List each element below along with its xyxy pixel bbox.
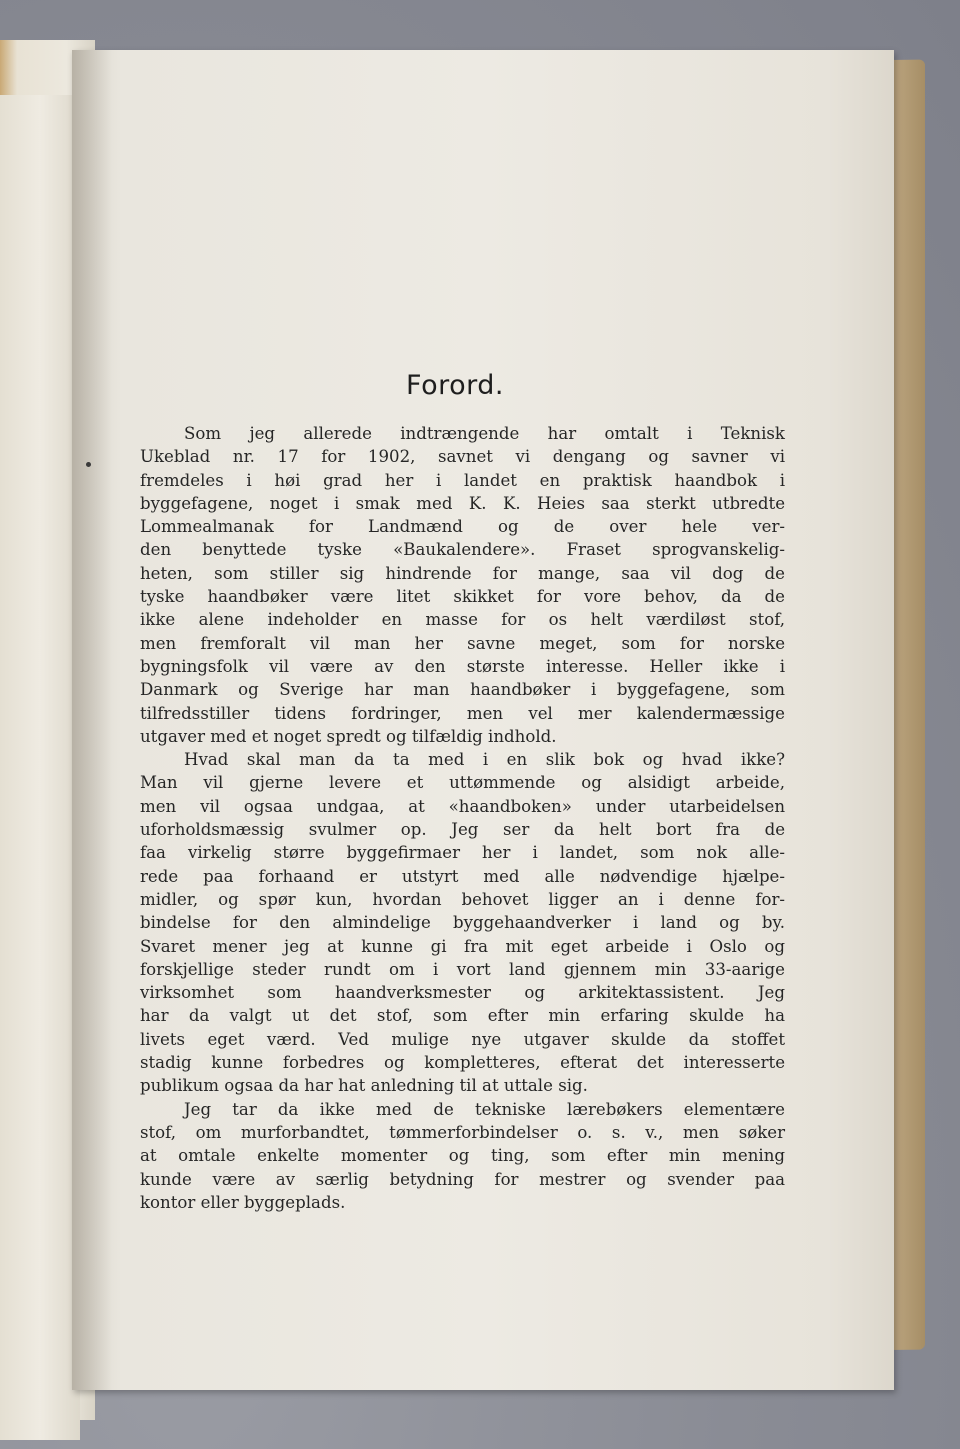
text-line: Hvad skal man da ta med i en slik bok og hvad ikke?: [184, 750, 785, 770]
text-line: tyske haandbøker være litet skikket for vore behov, da de: [140, 587, 785, 607]
text-line: faa virkelig større byggefirmaer her i landet, som nok alle-: [140, 843, 786, 863]
text-line: Ukeblad nr. 17 for 1902, savnet vi dengang og savner vi: [140, 447, 786, 467]
text-line: ikke alene indeholder en masse for os helt værdiløst stof,: [140, 610, 786, 630]
body-text: [140, 422, 785, 1214]
paragraph-2: [140, 748, 785, 1097]
text-line: stadig kunne forbedres og kompletteres, efterat det interesserte: [140, 1053, 786, 1073]
text-line: men vil ogsaa undgaa, at «haandboken» under utarbeidelsen: [140, 796, 786, 816]
text-line: bygningsfolk vil være av den største interesse. Heller ikke i: [140, 656, 786, 676]
text-line: Svaret mener jeg at kunne gi fra mit eget arbeide i Oslo og: [140, 936, 785, 956]
text-line: publikum ogsaa da har hat anledning til at uttale sig.: [140, 1076, 588, 1096]
margin-mark: [86, 462, 91, 467]
gutter-shadow: [72, 50, 112, 1390]
text-line: Danmark og Sverige har man haandbøker i byggefagene, som: [140, 680, 786, 700]
text-line: virksomhet som haandverksmester og arkitektassistent. Jeg: [140, 983, 785, 1003]
text-line: byggefagene, noget i smak med K. K. Heies saa sterkt utbredte: [140, 493, 786, 513]
text-line: stof, om murforbandtet, tømmerforbindelser o. s. v., men søker: [140, 1122, 786, 1142]
text-line: har da valgt ut det stof, som efter min erfaring skulde ha: [140, 1006, 785, 1026]
text-line: at omtale enkelte momenter og ting, som efter min mening: [140, 1146, 786, 1166]
left-page-inner: [0, 95, 80, 1440]
text-line: men fremforalt vil man her savne meget, som for norske: [140, 633, 786, 653]
paragraph-3: [140, 1098, 785, 1214]
text-line: tilfredsstiller tidens fordringer, men vel mer kalendermæssige: [140, 703, 785, 723]
text-line: Man vil gjerne levere et uttømmende og alsidigt arbeide,: [140, 773, 786, 793]
text-line: fremdeles i høi grad her i landet en praktisk haandbok i: [140, 470, 785, 490]
paragraph-1: [140, 422, 785, 748]
text-line: Jeg tar da ikke med de tekniske lærebøkers elementære: [184, 1099, 786, 1119]
text-line: den benyttede tyske «Baukalendere». Fraset sprogvanskelig-: [140, 540, 785, 560]
text-line: uforholdsmæssig svulmer op. Jeg ser da helt bort fra de: [140, 820, 786, 840]
page-title: Forord.: [406, 370, 504, 401]
text-line: utgaver med et noget spredt og tilfældig indhold.: [140, 726, 557, 746]
text-line: kontor eller byggeplads.: [140, 1192, 346, 1212]
text-line: kunde være av særlig betydning for mestrer og svender paa: [140, 1169, 786, 1189]
text-line: Lommealmanak for Landmænd og de over hele ver-: [140, 517, 785, 537]
text-line: rede paa forhaand er utstyrt med alle nødvendige hjælpe-: [140, 866, 785, 886]
text-line: heten, som stiller sig hindrende for mange, saa vil dog de: [140, 563, 785, 583]
text-line: forskjellige steder rundt om i vort land gjennem min 33-aarige: [140, 959, 785, 979]
text-line: midler, og spør kun, hvordan behovet ligger an i denne for-: [140, 889, 785, 909]
text-line: Som jeg allerede indtrængende har omtalt i Teknisk: [184, 424, 785, 443]
text-line: bindelse for den almindelige byggehaandverker i land og by.: [140, 913, 785, 933]
text-line: livets eget værd. Ved mulige nye utgaver skulde da stoffet: [140, 1029, 785, 1049]
